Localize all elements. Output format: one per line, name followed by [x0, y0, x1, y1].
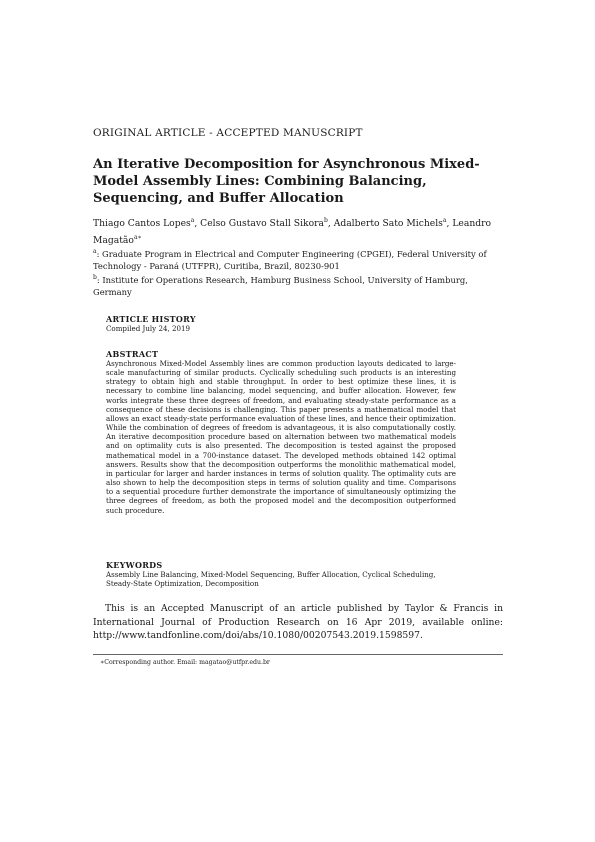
- keywords-section: [106, 560, 456, 588]
- author-affil-mark: a: [442, 217, 447, 224]
- article-history-section: [106, 314, 456, 333]
- article-type-label: ORIGINAL ARTICLE - ACCEPTED MANUSCRIPT: [93, 127, 363, 139]
- author-name: Celso Gustavo Stall Sikora: [200, 218, 324, 230]
- author-separator: ,: [327, 218, 334, 230]
- accepted-manuscript-notice: This is an Accepted Manuscript of an article published by Taylor & Francis in International Journal of Production Research on 16 Apr 2019, available online: http://www.tandfonline.com/doi/abs/10.1080/00207543.2019.1598597.: [93, 603, 503, 642]
- author-affil-mark: b: [324, 217, 328, 224]
- affiliation: [93, 272, 503, 298]
- article-history-heading: ARTICLE HISTORY: [106, 314, 196, 324]
- corresponding-author-footnote: ∗Corresponding author. Email: magatao@utfpr.edu.br: [100, 659, 270, 666]
- compiled-date: Compiled July 24, 2019: [106, 324, 191, 333]
- author-name: Adalberto Sato Michels: [333, 218, 443, 230]
- author-name: Leandro Magatão: [93, 218, 492, 247]
- abstract-heading: ABSTRACT: [106, 349, 159, 359]
- author-separator: ,: [446, 218, 453, 230]
- keywords-heading: KEYWORDS: [106, 560, 163, 570]
- affiliation: [93, 246, 503, 272]
- affiliation-text: : Institute for Operations Research, Hamburg Business School, University of Hamburg, Germany: [93, 275, 468, 298]
- affiliation-mark: b: [93, 274, 97, 282]
- author-affil-mark: a∗: [133, 234, 142, 242]
- author-affil-mark: a: [190, 217, 195, 224]
- affiliation-mark: a: [93, 248, 97, 255]
- affiliation-text: : Graduate Program in Electrical and Computer Engineering (CPGEI), Federal University of Technology - Paraná (UTFPR), Curitiba, Brazil, 80230-901: [93, 248, 487, 272]
- abstract-text: Asynchronous Mixed-Model Assembly lines are common production layouts dedicated to large-scale manufacturing of similar products. Cyclically scheduling such products is an interesting strategy to obtain high and stable throughput. In order to best optimize these lines, it is necessary to combine line balancing, model sequencing, and buffer allocation. However, few works integrate these three degrees of freedom, and evaluating steady-state performance as a consequence of these decisions is challenging. This paper presents a mathematical model that allows an exact steady-state performance evaluation of these lines, and hence their optimization. While the combination of degrees of freedom is advantageous, it is also computationally costly. An iterative decomposition procedure based on alternation between two mathematical models and on optimality cuts is also presented. The decomposition is tested against the proposed mathematical model in a 700-instance dataset. The developed methods obtained 142 optimal answers. Results show that the decomposition outperforms the monolithic mathematical model, in particular for larger and harder instances in terms of solution quality. The optimality cuts are also shown to help the decomposition steps in terms of solution quality and time. Comparisons to a sequential procedure further demonstrate the importance of simultaneously optimizing the three degrees of freedom, as both the proposed model and the decomposition outperformed such procedure.: [106, 359, 456, 515]
- keywords-text: Assembly Line Balancing, Mixed-Model Sequencing, Buffer Allocation, Cyclical Scheduling, Steady-State Optimization, Decomposition: [106, 570, 436, 589]
- abstract-section: [106, 349, 456, 515]
- author: [93, 218, 200, 229]
- paper-title: An Iterative Decomposition for Asynchronous Mixed-Model Assembly Lines: Combining Balancing, Sequencing, and Buffer Allocation: [93, 157, 480, 206]
- affiliation-list: [93, 246, 503, 299]
- author-name: Thiago Cantos Lopes: [93, 218, 191, 230]
- author-separator: ,: [194, 218, 201, 230]
- footnote-divider: [93, 654, 503, 655]
- author: [200, 218, 334, 229]
- author: [334, 218, 453, 229]
- author-list: [93, 214, 503, 248]
